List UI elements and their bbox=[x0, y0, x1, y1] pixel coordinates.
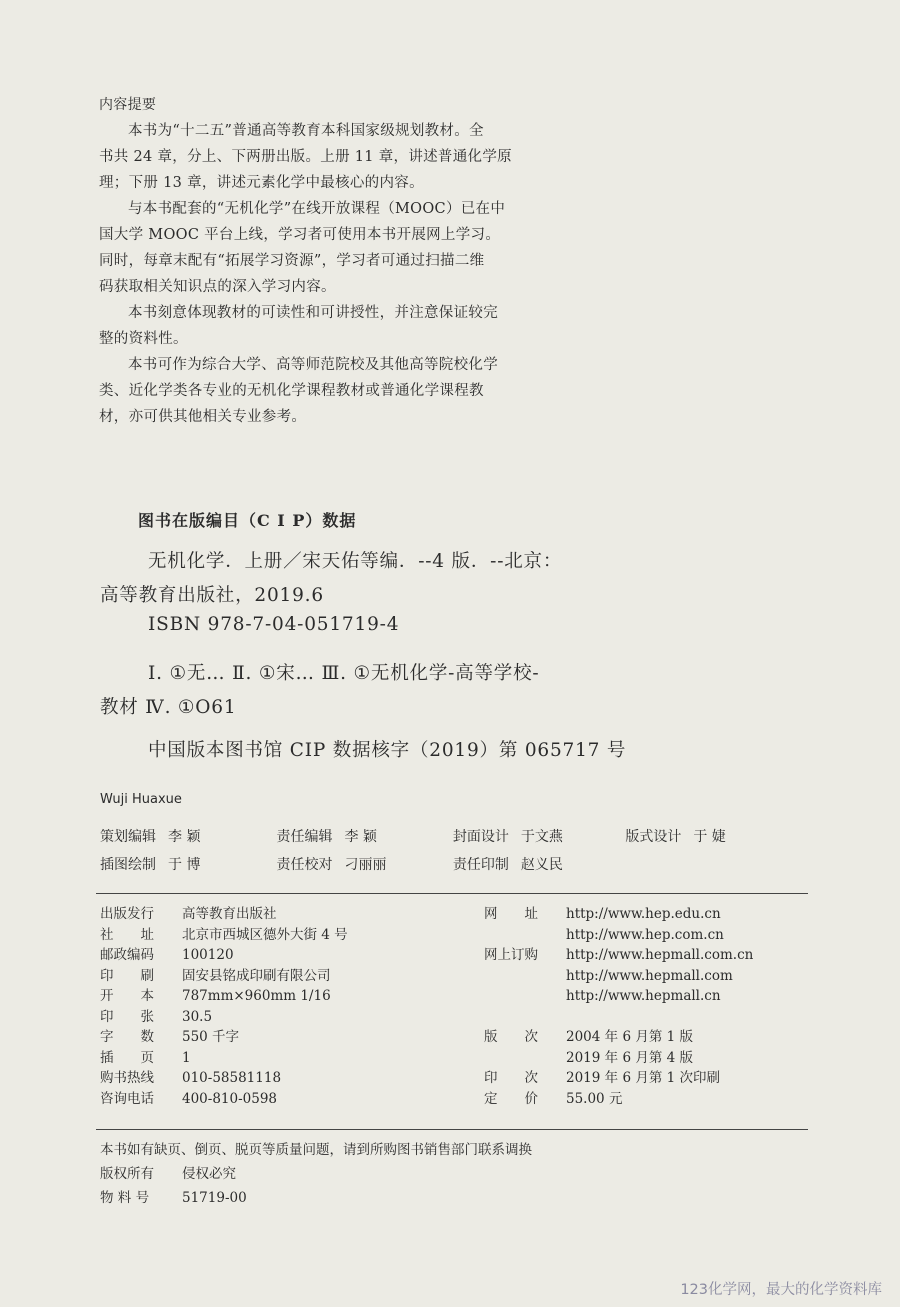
cip-title: 图书在版编目（C I P）数据 bbox=[138, 511, 357, 530]
divider-bottom bbox=[96, 1129, 808, 1130]
pub-value: 550 千字 bbox=[182, 1029, 240, 1045]
credit-name: 李 颖 bbox=[344, 829, 377, 845]
credit-role: 责任编辑 bbox=[276, 829, 333, 845]
pub-key: 购书热线 bbox=[100, 1070, 154, 1086]
pub-key: 社 址 bbox=[100, 926, 154, 943]
cip-isbn: ISBN 978-7-04-051719-4 bbox=[148, 614, 400, 635]
abstract-line: 国大学 MOOC 平台上线，学习者可使用本书开展网上学习。 bbox=[99, 227, 501, 243]
abstract-line: 书共 24 章，分上、下两册出版。上册 11 章，讲述普通化学原 bbox=[99, 149, 512, 165]
credit-role: 责任校对 bbox=[276, 857, 333, 873]
pinyin-title: Wuji Huaxue bbox=[100, 792, 182, 807]
abstract-line: 本书为“十二五”普通高等教育本科国家级规划教材。全 bbox=[128, 123, 484, 139]
pub-value: 北京市西城区德外大街 4 号 bbox=[182, 926, 348, 943]
cip-line-2: 高等教育出版社，2019.6 bbox=[100, 585, 324, 606]
pub-key: 出版发行 bbox=[100, 906, 154, 922]
pub-key: 插 页 bbox=[100, 1049, 154, 1066]
credit-role: 插图绘制 bbox=[100, 857, 156, 873]
credit-role: 版式设计 bbox=[625, 829, 682, 845]
abstract-line: 材，亦可供其他相关专业参考。 bbox=[99, 409, 307, 425]
abstract-line: 码获取相关知识点的深入学习内容。 bbox=[99, 279, 336, 295]
abstract-section bbox=[99, 92, 512, 430]
pub-value: http://www.hep.edu.cn bbox=[566, 906, 721, 922]
credit-name: 李 颖 bbox=[168, 829, 201, 845]
cip-line-1: 无机化学．上册／宋天佑等编．--4 版．--北京： bbox=[148, 551, 563, 572]
abstract-line: 与本书配套的“无机化学”在线开放课程（MOOC）已在中 bbox=[128, 201, 506, 217]
pub-value: 787mm×960mm 1/16 bbox=[182, 988, 331, 1004]
item-number-key: 物 料 号 bbox=[100, 1190, 150, 1206]
pub-key: 网上订购 bbox=[484, 947, 538, 963]
abstract-line: 同时，每章末配有“拓展学习资源”，学习者可通过扫描二维 bbox=[99, 253, 485, 269]
pub-value: 高等教育出版社 bbox=[182, 906, 277, 922]
pub-key: 印 张 bbox=[100, 1008, 154, 1025]
credit-role: 封面设计 bbox=[452, 829, 509, 845]
abstract-line: 本书可作为综合大学、高等师范院校及其他高等院校化学 bbox=[128, 357, 498, 373]
pub-key: 咨询电话 bbox=[100, 1090, 154, 1107]
rights-key: 版权所有 bbox=[100, 1166, 154, 1182]
pub-key: 网 址 bbox=[484, 906, 538, 922]
pub-value: 010-58581118 bbox=[182, 1070, 282, 1086]
cip-record: 中国版本图书馆 CIP 数据核字（2019）第 065717 号 bbox=[148, 740, 627, 761]
pub-value: 400-810-0598 bbox=[182, 1090, 278, 1107]
pub-key: 印 刷 bbox=[100, 967, 154, 984]
pub-key: 印 次 bbox=[484, 1070, 538, 1086]
credit-name: 刁丽丽 bbox=[344, 857, 387, 873]
pub-key: 定 价 bbox=[484, 1090, 538, 1107]
pub-key: 字 数 bbox=[100, 1029, 154, 1045]
credit-name: 赵义民 bbox=[520, 857, 563, 873]
credit-role: 策划编辑 bbox=[100, 829, 156, 845]
abstract-line: 整的资料性。 bbox=[99, 331, 188, 347]
abstract-line: 类、近化学类各专业的无机化学课程教材或普通化学课程教 bbox=[99, 383, 484, 399]
publication-right bbox=[484, 904, 753, 1109]
abstract-line: 本书刻意体现教材的可读性和可讲授性，并注意保证较完 bbox=[128, 305, 498, 321]
pub-value: 1 bbox=[182, 1049, 191, 1066]
pub-key: 版 次 bbox=[484, 1029, 538, 1045]
pub-value: http://www.hep.com.cn bbox=[566, 926, 724, 943]
notice-line: 本书如有缺页、倒页、脱页等质量问题，请到所购图书销售部门联系调换 bbox=[100, 1142, 532, 1158]
pub-key: 邮政编码 bbox=[100, 947, 154, 963]
rights-value: 侵权必究 bbox=[182, 1166, 236, 1182]
abstract-line: 理；下册 13 章，讲述元素化学中最核心的内容。 bbox=[99, 175, 424, 191]
pub-value: 2019 年 6 月第 1 次印刷 bbox=[566, 1070, 720, 1086]
credit-name: 于文燕 bbox=[520, 829, 563, 845]
credit-name: 于 博 bbox=[168, 857, 201, 873]
notice-section bbox=[100, 1138, 532, 1210]
cip-class-line-2: 教材 Ⅳ. ①O61 bbox=[100, 697, 237, 718]
pub-value: http://www.hepmall.com bbox=[566, 967, 733, 984]
item-number-value: 51719-00 bbox=[182, 1190, 247, 1206]
pub-value: 55.00 元 bbox=[566, 1090, 623, 1107]
pub-key: 开 本 bbox=[100, 988, 154, 1004]
pub-value: 固安县铭成印刷有限公司 bbox=[182, 967, 331, 984]
credits-row-1 bbox=[100, 826, 726, 846]
divider-top bbox=[96, 893, 808, 894]
pub-value: http://www.hepmall.com.cn bbox=[566, 947, 754, 963]
pub-value: 2019 年 6 月第 4 版 bbox=[566, 1049, 693, 1066]
cip-class-line-1: Ⅰ. ①无… Ⅱ. ①宋… Ⅲ. ①无机化学-高等学校- bbox=[148, 663, 540, 684]
pub-value: http://www.hepmall.cn bbox=[566, 988, 721, 1004]
abstract-heading: 内容提要 bbox=[99, 97, 157, 113]
site-watermark: 123化学网，最大的化学资料库 bbox=[680, 1282, 882, 1298]
credit-name: 于 婕 bbox=[693, 829, 726, 845]
pub-value: 30.5 bbox=[182, 1008, 213, 1025]
credits-row-2 bbox=[100, 854, 563, 874]
credit-role: 责任印制 bbox=[452, 857, 509, 873]
pub-value: 100120 bbox=[182, 947, 234, 963]
publication-left bbox=[100, 904, 348, 1109]
pub-value: 2004 年 6 月第 1 版 bbox=[566, 1029, 693, 1045]
